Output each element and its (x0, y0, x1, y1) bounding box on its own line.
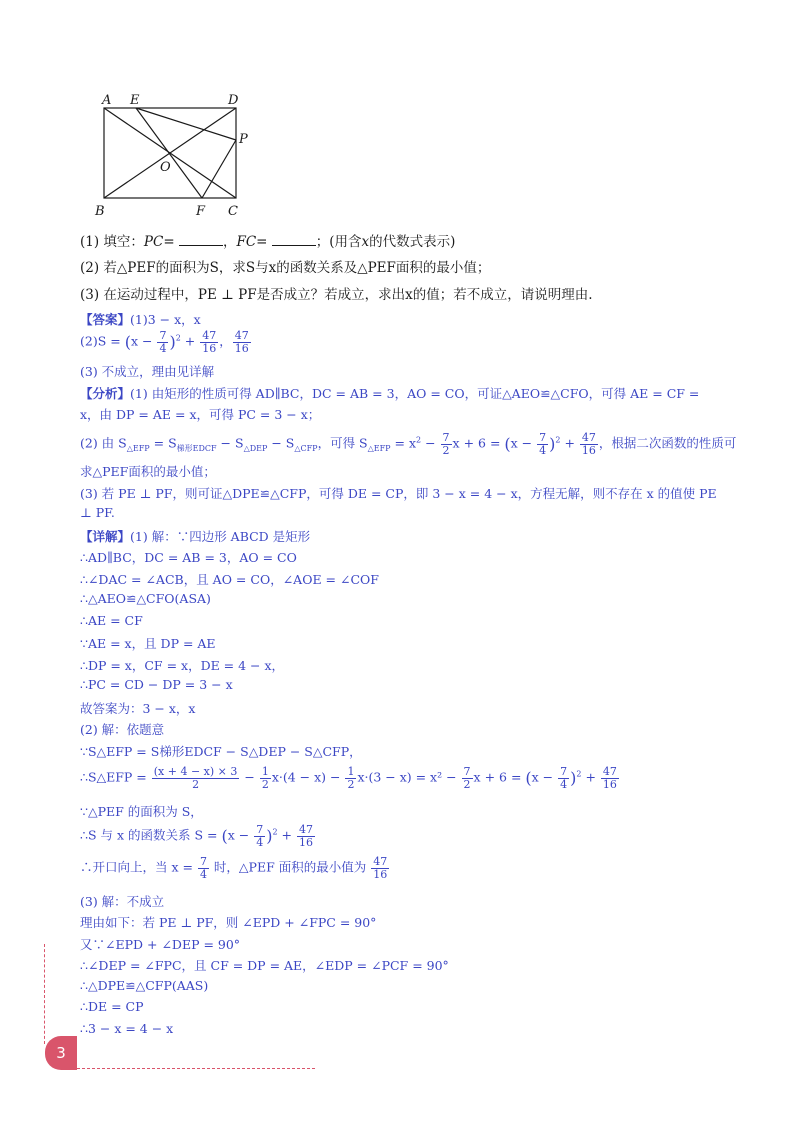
label-p: P (239, 132, 248, 147)
detail-line-3: ∴∠DAC = ∠ACB，且 AO = CO，∠AOE = ∠COF (80, 572, 379, 587)
detail-line-8: ∴PC = CD − DP = 3 − x (80, 677, 233, 692)
detail-line-14: ∴S 与 x 的函数关系 S = (x − $\frac{7}{4}$ )$^2$ + $\frac{47}{16}$ (80, 823, 313, 849)
analysis-text-1: (1) 由矩形的性质可得 AD∥BC，DC = AB = 3，AO = CO，可证△AEO≌△CFO，可得 AE = CF = (130, 386, 700, 401)
label-f: F (196, 204, 206, 219)
answer-tag: 【答案】 (80, 312, 131, 327)
question-1 (80, 230, 455, 250)
answer-2-xminus: x − (130, 333, 157, 349)
label-e: E (130, 93, 140, 108)
answer-line-2: (2)S = (x − $\frac{7}{4}$ )$^2$ + $\frac{47}{16}$ ， $\frac{47}{16}$ (80, 329, 249, 355)
answer-line-1 (80, 310, 201, 328)
answer-line-3: (3) 不成立，理由见详解 (80, 364, 215, 379)
page-number-badge: 3 (45, 1036, 77, 1070)
detail-line-9: 故答案为：3 − x，x (80, 701, 196, 716)
detail-line-22: ∴3 − x = 4 − x (80, 1021, 174, 1036)
answer-1: (1)3 − x，x (130, 312, 201, 327)
label-d: D (228, 93, 239, 108)
detail-line-11: ∵S△EFP = S梯形EDCF − S△DEP − S△CFP， (80, 744, 362, 759)
segment-ep (136, 108, 236, 140)
label-a: A (102, 93, 112, 108)
detail-line-5: ∴AE = CF (80, 613, 143, 628)
analysis-line-6: ⊥ PF. (80, 505, 115, 520)
label-c: C (228, 204, 238, 219)
question-3: (3) 在运动过程中，PE ⊥ PF是否成立？若成立，求出x的值；若不成立，请说明理由. (80, 287, 593, 303)
q1-hint-a: ；(用含 (315, 234, 362, 250)
detail-line-4: ∴△AEO≌△CFO(ASA) (80, 591, 211, 606)
answer-2-sep: ， (219, 333, 232, 349)
analysis-line-4: 求△PEF面积的最小值； (80, 464, 216, 479)
detail-line-21: ∴DE = CP (80, 999, 144, 1014)
segment-fp (202, 140, 236, 198)
detail-line-1: 【详解】(1) 解：∵四边形 ABCD 是矩形 (80, 529, 311, 544)
analysis-line-3: (2) 由 $S_{\triangle EFP} = S_{梯形EDCF} - S_{\triangle DEP} - S_{\triangle CFP}$，可得 $S_{\triangle EFP} = x^2$ − $\frac{7}{2}$ x + 6 = (x − $\frac{7}{4}$ )$^2$ + $\frac{47}{16}$ ，根据二次函数的性质可 (80, 431, 737, 457)
detail-line-19: ∴∠DEP = ∠FPC，且 CF = DP = AE，∠EDP = ∠PCF = 90° (80, 958, 449, 973)
question-2: (2) 若△PEF的面积为S，求S与x的函数关系及△PEF面积的最小值； (80, 260, 491, 276)
answer-2-plus: + (184, 333, 196, 349)
answer-blank-pc[interactable] (179, 235, 223, 246)
q1-prefix: (1) 填空： (80, 234, 144, 250)
detail-line-2: ∴AD∥BC，DC = AB = 3，AO = CO (80, 550, 297, 565)
label-b: B (95, 204, 105, 219)
analysis-line-2: x，由 DP = AE = x，可得 PC = 3 − x； (80, 407, 321, 422)
q1-sep: ， (222, 234, 237, 250)
q1-eq2: = (256, 234, 268, 250)
square-sup: 2 (175, 333, 181, 343)
detail-line-6: ∵AE = x，且 DP = AE (80, 636, 216, 651)
q1-eq1: = (163, 234, 175, 250)
detail-line-10: (2) 解：依题意 (80, 722, 165, 737)
detail-line-7: ∴DP = x，CF = x，DE = 4 − x， (80, 658, 285, 673)
analysis-tag: 【分析】 (80, 386, 131, 401)
segment-ef (136, 108, 202, 198)
page-border-horizontal (77, 1068, 315, 1069)
detail-line-17: 理由如下：若 PE ⊥ PF，则 ∠EPD + ∠FPC = 90° (80, 915, 377, 930)
q1-pc: PC (143, 234, 164, 250)
frac-7-4: $\frac{7}{4}$ (159, 329, 167, 355)
answer-2-lhs: (2)S = (80, 333, 125, 349)
detail-line-12: ∴S△EFP = $\frac{(x + 4 - x) \times 3}{2}$ − $\frac{1}{2}$ x·(4 − x) − $\frac{1}{2}$ x·(3 − x) = x² − $\frac{7}{2}$ x + 6 = (x − $\frac{7}{4}$ )$^2$ + $\frac{47}{16}$ (80, 765, 617, 791)
detail-line-15: ∴开口向上，当 x = $\frac{7}{4}$ 时，△PEF 面积的最小值为 $\frac{47}{16}$ (80, 855, 388, 881)
q1-hint-x: x (361, 234, 370, 250)
answer-blank-fc[interactable] (272, 235, 316, 246)
analysis-line-5: (3) 若 PE ⊥ PF，则可证△DPE≌△CFP，可得 DE = CP，即 3 − x = 4 − x，方程无解，则不存在 x 的值使 PE (80, 486, 717, 501)
label-o: O (160, 160, 171, 175)
q1-fc: FC (236, 234, 257, 250)
frac-47-16: $\frac{47}{16}$ (202, 329, 217, 355)
detail-line-16: (3) 解：不成立 (80, 894, 165, 909)
detail-line-18: 又∵∠EPD + ∠DEP = 90° (80, 937, 241, 952)
detail-line-20: ∴△DPE≌△CFP(AAS) (80, 978, 209, 993)
rectangle-diagram (90, 88, 260, 223)
detail-tag: 【详解】 (80, 529, 131, 544)
detail-line-13: ∵△PEF 的面积为 S， (80, 804, 203, 819)
q1-hint-b: 的代数式表示) (369, 234, 456, 250)
analysis-line-1 (80, 384, 699, 402)
frac-47-16-min: $\frac{47}{16}$ (234, 329, 249, 355)
page-border-vertical (44, 944, 45, 1044)
